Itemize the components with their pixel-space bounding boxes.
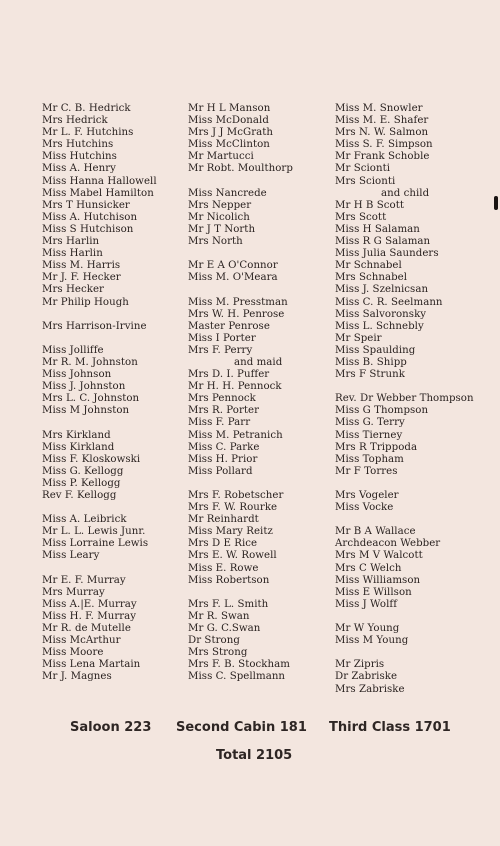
passenger-entry: Mrs C Welch	[335, 562, 402, 574]
passenger-entry: Mrs R Trippoda	[335, 441, 418, 453]
passenger-entry: Mr Speir	[335, 332, 382, 344]
passenger-entry: Mrs Harrison-Irvine	[42, 320, 147, 332]
passenger-entry: Miss I Porter	[188, 332, 256, 344]
passenger-entry: Mr Philip Hough	[42, 296, 129, 308]
list-spacer	[188, 284, 328, 296]
passenger-entry: Mr R. M. Johnston	[42, 356, 138, 368]
passenger-entry: Miss R G Salaman	[335, 236, 431, 248]
list-spacer	[335, 647, 495, 659]
passenger-entry: Mr J. F. Hecker	[42, 272, 121, 284]
passenger-entry: Mr B A Wallace	[335, 526, 416, 538]
list-spacer	[335, 514, 495, 526]
passenger-entry: Mrs N. W. Salmon	[335, 127, 429, 139]
passenger-entry: Miss S Hutchison	[42, 223, 134, 235]
passenger-entry: Mrs F. Perry	[188, 344, 253, 356]
passenger-entry: Miss Mary Reitz	[188, 526, 273, 538]
passenger-entry: Miss McClinton	[188, 139, 270, 151]
passenger-entry: Miss Leary	[42, 550, 100, 562]
passenger-entry: Miss E Willson	[335, 586, 412, 598]
passenger-entry: Miss H. Prior	[188, 453, 258, 465]
passenger-entry: Miss M. Presstman	[188, 296, 288, 308]
passenger-entry: Dr Zabriske	[335, 671, 398, 683]
passenger-entry: Mr Zipris	[335, 659, 385, 671]
passenger-entry: Miss Robertson	[188, 574, 270, 586]
passenger-entry: Miss L. Schnebly	[335, 320, 424, 332]
passenger-entry: Mrs Scionti	[335, 175, 396, 187]
passenger-entry: Miss F. Kloskowski	[42, 453, 141, 465]
passenger-entry: Mrs Zabriske	[335, 683, 405, 695]
passenger-entry: Mrs Nepper	[188, 199, 252, 211]
passenger-entry: Mrs F. L. Smith	[188, 598, 269, 610]
passenger-entry: Mr H. H. Pennock	[188, 381, 282, 393]
passenger-entry: Mr C. B. Hedrick	[42, 103, 131, 114]
list-spacer	[42, 563, 172, 575]
passenger-entry: Mr Nicolich	[188, 211, 250, 223]
passenger-entry: Mr Martucci	[188, 151, 254, 163]
passenger-entry: Miss Kirkland	[42, 441, 115, 453]
passenger-entry: Miss P. Kellogg	[42, 477, 121, 489]
passenger-entry: Miss McArthur	[42, 635, 121, 647]
class-summary	[0, 720, 500, 738]
list-spacer	[42, 309, 172, 321]
list-spacer	[188, 176, 328, 188]
passenger-entry: Master Penrose	[188, 320, 270, 332]
passenger-entry: Rev. Dr Webber Thompson	[335, 393, 474, 405]
passenger-entry: Miss C. R. Seelmann	[335, 296, 443, 308]
passenger-entry: Mr E A O'Connor	[188, 260, 278, 272]
passenger-entry: Miss J. Szelnicsan	[335, 284, 429, 296]
passenger-entry: Miss Hutchins	[42, 151, 117, 163]
passenger-entry: Miss M Young	[335, 635, 409, 647]
passenger-entry: Mrs Scott	[335, 211, 387, 223]
passenger-entry: Mrs R. Porter	[188, 405, 260, 417]
passenger-entry: Miss A. Leibrick	[42, 514, 127, 526]
list-spacer	[188, 587, 328, 599]
passenger-entry: Miss H Salaman	[335, 223, 420, 235]
passenger-entry: Mrs Schnabel	[335, 272, 408, 284]
passenger-entry: Dr Strong	[188, 635, 240, 647]
list-spacer	[335, 381, 495, 393]
passenger-entry: Mrs Hecker	[42, 284, 104, 296]
third-class-count: Third Class 1701	[329, 720, 451, 735]
passenger-entry: Miss Lorraine Lewis	[42, 538, 149, 550]
passenger-column-1	[42, 103, 172, 684]
passenger-entry: Mrs F. Robetscher	[188, 490, 284, 501]
total-count: Total 2105	[216, 748, 293, 763]
passenger-entry: Rev F. Kellogg	[42, 490, 117, 501]
list-spacer	[188, 478, 328, 490]
list-spacer	[42, 502, 172, 514]
passenger-entry: Mrs Hutchins	[42, 139, 114, 151]
passenger-entry: Mrs Hedrick	[42, 115, 108, 127]
passenger-entry: Mrs E. W. Rowell	[188, 550, 277, 562]
passenger-entry: Miss A. Hutchison	[42, 211, 138, 223]
passenger-entry: Mr H L Manson	[188, 103, 271, 114]
passenger-entry: Miss C. Parke	[188, 441, 260, 453]
passenger-entry: Miss Pollard	[188, 465, 253, 477]
passenger-entry: Mrs F. W. Rourke	[188, 502, 278, 514]
passenger-entry: Mr J. Magnes	[42, 671, 112, 683]
passenger-entry: Mrs W. H. Penrose	[188, 308, 285, 320]
passenger-entry: Miss Hanna Hallowell	[42, 175, 157, 187]
passenger-entry: Mrs T Hunsicker	[42, 199, 130, 211]
passenger-entry: Mr Reinhardt	[188, 514, 259, 526]
passenger-entry: Miss Johnson	[42, 369, 112, 381]
passenger-entry: Miss E. Rowe	[188, 562, 259, 574]
passenger-entry: Miss M. E. Shafer	[335, 115, 429, 127]
list-spacer	[335, 611, 495, 623]
passenger-entry: Mr Frank Schoble	[335, 151, 430, 163]
passenger-entry: Mrs Harlin	[42, 236, 100, 248]
list-spacer	[42, 417, 172, 429]
passenger-entry: Miss F. Parr	[188, 417, 251, 429]
passenger-entry: Mrs F Strunk	[335, 369, 405, 381]
passenger-entry: Miss M Johnston	[42, 405, 130, 417]
passenger-entry: Miss Moore	[42, 647, 104, 659]
passenger-entry: Mr H B Scott	[335, 199, 404, 211]
passenger-entry: Miss A.|E. Murray	[42, 598, 137, 610]
passenger-entry: Miss B. Shipp	[335, 356, 407, 368]
passenger-entry: Miss McDonald	[188, 115, 269, 127]
passenger-entry: Mrs Pennock	[188, 393, 256, 405]
passenger-entry: Mrs Murray	[42, 586, 105, 598]
passenger-entry: Mrs F. B. Stockham	[188, 659, 290, 671]
second-cabin-count: Second Cabin 181	[176, 720, 307, 735]
passenger-entry: Mr L. F. Hutchins	[42, 127, 134, 139]
passenger-entry: Mrs J J McGrath	[188, 127, 274, 139]
passenger-entry: Miss C. Spellmann	[188, 671, 286, 683]
passenger-entry: Miss Salvoronsky	[335, 308, 427, 320]
passenger-entry: Miss J Wolff	[335, 598, 398, 610]
passenger-entry: Mr Robt. Moulthorp	[188, 163, 293, 175]
passenger-entry: and maid	[234, 356, 283, 368]
passenger-entry: Miss M. Harris	[42, 260, 121, 272]
page-edge-mark	[494, 196, 498, 210]
passenger-entry: and child	[381, 187, 430, 199]
passenger-entry: Mrs D E Rice	[188, 538, 258, 550]
passenger-entry: Archdeacon Webber	[335, 538, 441, 550]
passenger-entry: Mrs North	[188, 236, 243, 248]
passenger-entry: Mr F Torres	[335, 465, 398, 477]
passenger-entry: Mr J T North	[188, 223, 256, 235]
passenger-entry: Miss Mabel Hamilton	[42, 187, 154, 199]
saloon-count: Saloon 223	[70, 720, 152, 735]
passenger-entry: Mrs D. I. Puffer	[188, 369, 270, 381]
passenger-entry: Mrs L. C. Johnston	[42, 393, 140, 405]
passenger-entry: Miss J. Johnston	[42, 381, 126, 393]
passenger-entry: Mrs Strong	[188, 647, 248, 659]
passenger-entry: Miss Nancrede	[188, 187, 267, 199]
passenger-entry: Miss Lena Martain	[42, 659, 141, 671]
passenger-entry: Miss M. Petranich	[188, 429, 283, 441]
passenger-entry: Mrs Vogeler	[335, 490, 399, 501]
passenger-column-3	[335, 103, 495, 696]
passenger-entry: Miss M. Snowler	[335, 103, 423, 114]
passenger-entry: Miss Tierney	[335, 429, 403, 441]
passenger-entry: Miss G. Kellogg	[42, 465, 124, 477]
passenger-entry: Miss Harlin	[42, 248, 103, 260]
passenger-entry: Mrs Kirkland	[42, 429, 111, 441]
passenger-entry: Miss Vocke	[335, 502, 394, 514]
passenger-entry: Miss M. O'Meara	[188, 272, 278, 284]
passenger-entry: Miss Julia Saunders	[335, 248, 439, 260]
list-spacer	[42, 333, 172, 345]
passenger-entry: Mr L. L. Lewis Junr.	[42, 526, 146, 538]
passenger-entry: Miss H. F. Murray	[42, 610, 137, 622]
passenger-entry: Miss S. F. Simpson	[335, 139, 433, 151]
passenger-entry: Mr W Young	[335, 623, 400, 635]
passenger-entry: Miss Topham	[335, 453, 404, 465]
passenger-entry: Mr R. Swan	[188, 610, 250, 622]
passenger-entry: Miss Williamson	[335, 574, 421, 586]
passenger-entry: Miss A. Henry	[42, 163, 116, 175]
passenger-entry: Mr E. F. Murray	[42, 574, 126, 586]
passenger-entry: Miss G Thompson	[335, 405, 429, 417]
passenger-entry: Mr Scionti	[335, 163, 391, 175]
passenger-entry: Miss Spaulding	[335, 344, 416, 356]
list-spacer	[335, 478, 495, 490]
passenger-entry: Miss G. Terry	[335, 417, 405, 429]
passenger-entry: Mr Schnabel	[335, 260, 402, 272]
passenger-entry: Mrs M V Walcott	[335, 550, 423, 562]
passenger-entry: Mr R. de Mutelle	[42, 623, 131, 635]
passenger-column-2	[188, 103, 328, 684]
passenger-entry: Mr G. C.Swan	[188, 623, 261, 635]
passenger-entry: Miss Jolliffe	[42, 344, 104, 356]
list-spacer	[188, 248, 328, 260]
